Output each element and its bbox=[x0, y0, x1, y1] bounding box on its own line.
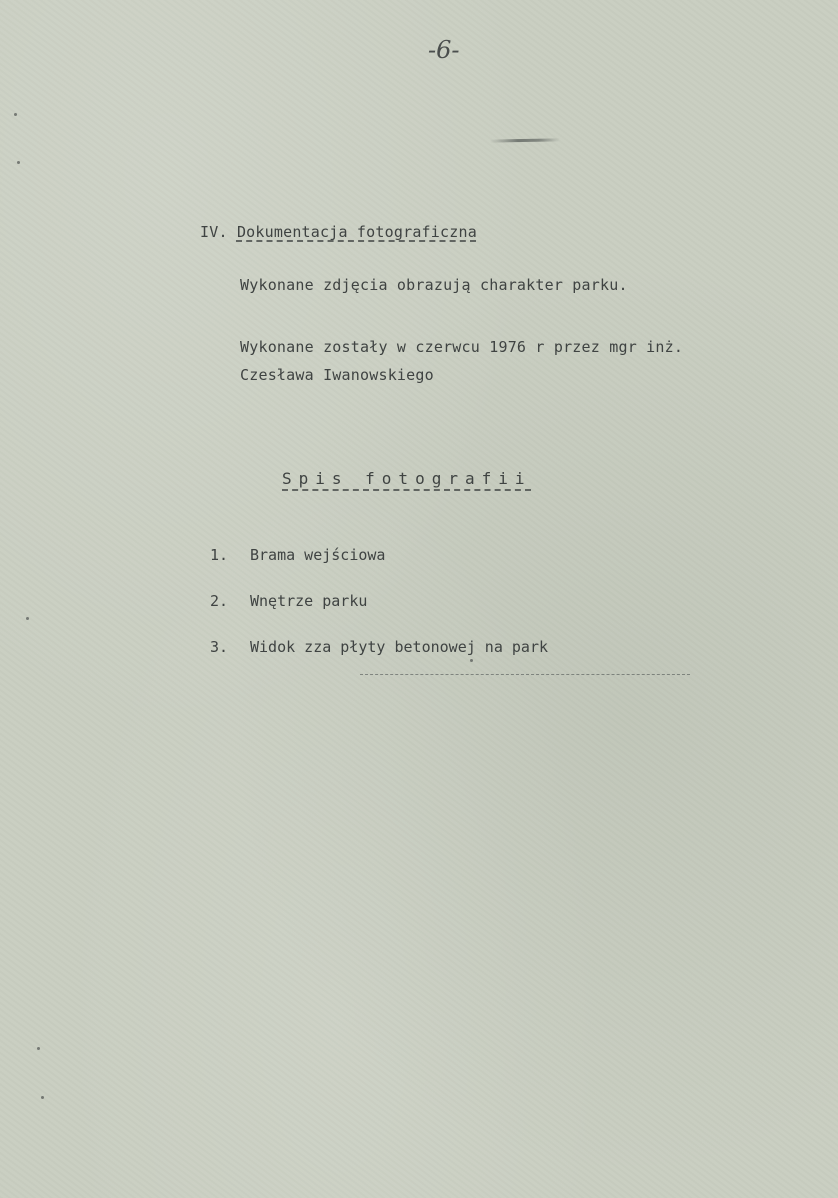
pen-mark bbox=[490, 138, 560, 142]
margin-speck bbox=[14, 113, 17, 116]
list-item-label: Brama wejściowa bbox=[250, 546, 386, 564]
list-item-number: 1. bbox=[210, 546, 229, 564]
list-item-label: Widok zza płyty betonowej na park bbox=[250, 638, 549, 656]
section-number: IV. bbox=[200, 223, 228, 241]
page-number: -6- bbox=[428, 36, 460, 64]
divider-line bbox=[360, 674, 690, 675]
list-item bbox=[210, 587, 548, 633]
photo-list-title: Spis fotografii bbox=[282, 469, 532, 488]
list-item-number: 3. bbox=[210, 638, 229, 656]
margin-speck bbox=[470, 659, 473, 662]
paragraph-photos-author bbox=[240, 333, 683, 389]
list-item bbox=[210, 541, 548, 587]
margin-speck bbox=[17, 161, 20, 164]
paragraph-line-2: Czesława Iwanowskiego bbox=[240, 366, 434, 384]
photo-list bbox=[210, 541, 548, 679]
paragraph-line-1: Wykonane zostały w czerwcu 1976 r przez mgr inż. bbox=[240, 338, 684, 356]
section-title: Dokumentacja fotograficzna bbox=[236, 223, 477, 241]
margin-speck bbox=[41, 1096, 44, 1099]
list-item-number: 2. bbox=[210, 592, 229, 610]
section-heading bbox=[200, 218, 477, 246]
paragraph-photos-description: Wykonane zdjęcia obrazują charakter parku. bbox=[240, 276, 628, 294]
margin-speck bbox=[26, 617, 29, 620]
list-item-label: Wnętrze parku bbox=[250, 592, 368, 610]
margin-speck bbox=[37, 1047, 40, 1050]
list-item bbox=[210, 633, 548, 679]
